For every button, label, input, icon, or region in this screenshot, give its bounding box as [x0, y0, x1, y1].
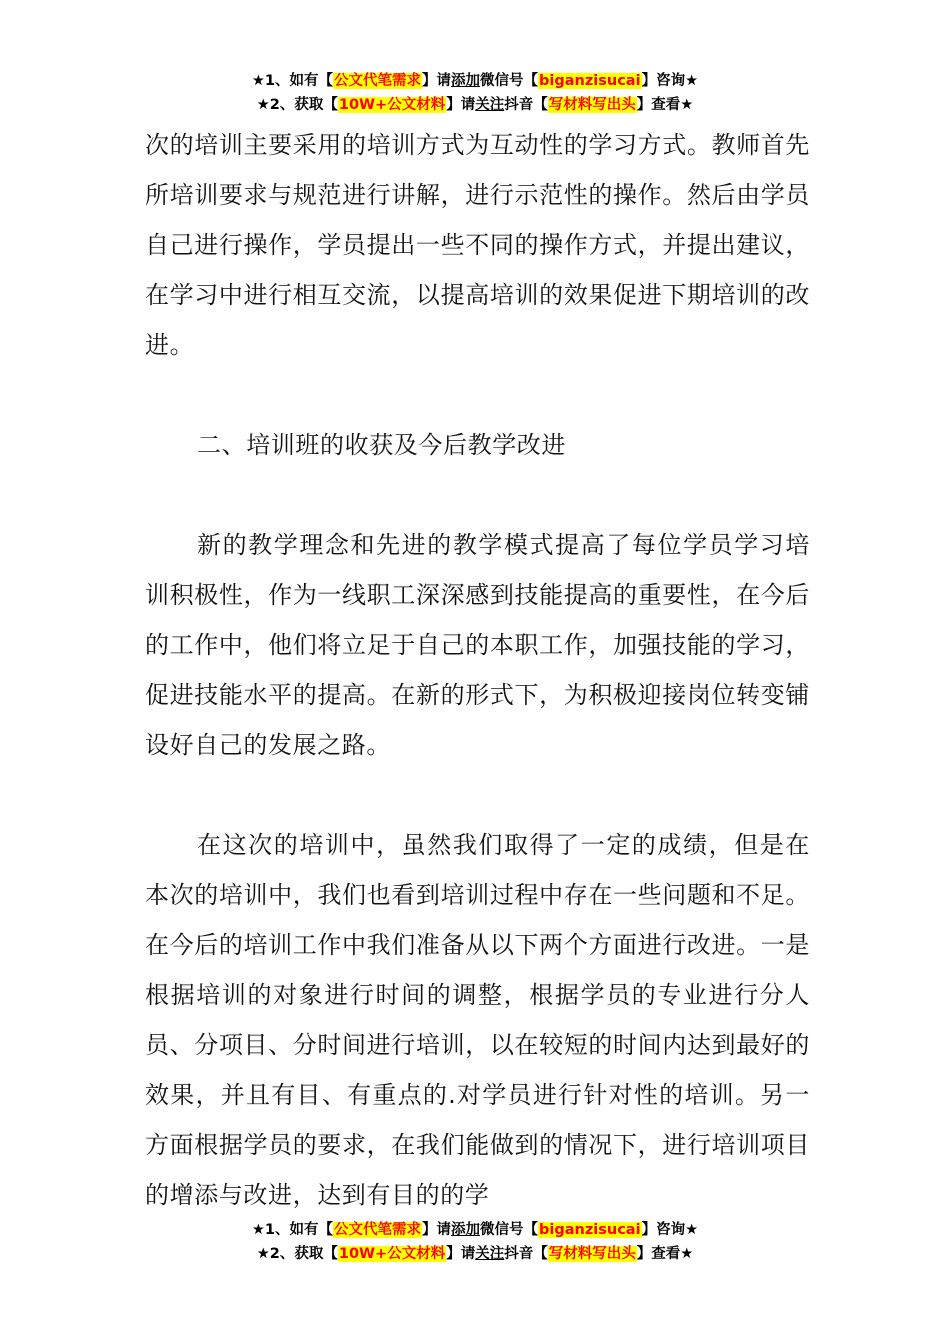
banner-text: 微信号【 — [480, 1222, 539, 1238]
banner-text: ★1、如有【 — [251, 73, 334, 89]
banner-highlight: 10W+公文材料 — [338, 1246, 446, 1262]
header-banner — [0, 69, 950, 117]
banner-highlight: 10W+公文材料 — [338, 97, 446, 113]
paragraph-gap — [145, 770, 810, 820]
paragraph-1: 次的培训主要采用的培训方式为互动性的学习方式。教师首先所培训要求与规范进行讲解，进行示范性的操作。然后由学员自己进行操作，学员提出一些不同的操作方式，并提出建议，在学习中进行相互交流，以提高培训的效果促进下期培训的改进。 — [145, 131, 810, 359]
banner-text: ★1、如有【 — [251, 1222, 334, 1238]
banner-text: ★2、获取【 — [256, 97, 338, 113]
banner-line-1 — [0, 69, 950, 93]
paragraph-gap — [145, 370, 810, 420]
banner-highlight: 公文代笔需求 — [334, 73, 422, 89]
banner-highlight: biganzisucai — [539, 73, 641, 89]
banner-text: 】请 — [422, 73, 452, 89]
banner-underline: 关注 — [475, 1246, 505, 1262]
footer-banner — [0, 1218, 950, 1266]
banner-underline: 添加 — [451, 1222, 481, 1238]
banner-text: 】请 — [446, 1246, 476, 1262]
banner-highlight: 写材料写出头 — [548, 1246, 636, 1262]
banner-text: 抖音【 — [504, 1246, 548, 1262]
banner-text: 】咨询★ — [641, 1222, 699, 1238]
document-body — [145, 120, 810, 1220]
banner-text: 】查看★ — [636, 97, 694, 113]
section-heading: 二、培训班的收获及今后教学改进 — [197, 431, 566, 459]
banner-underline: 添加 — [451, 73, 481, 89]
banner-line-2 — [0, 1242, 950, 1266]
paragraph-3: 在这次的培训中，虽然我们取得了一定的成绩，但是在本次的培训中，我们也看到培训过程中存在一些问题和不足。在今后的培训工作中我们准备从以下两个方面进行改进。一是根据培训的对象进行时间的调整，根据学员的专业进行分人员、分项目、分时间进行培训，以在较短的时间内达到最好的效果，并且有目、有重点的.对学员进行针对性的培训。另一方面根据学员的要求，在我们能做到的情况下，进行培训项目的增添与改进，达到有目的的学 — [145, 831, 810, 1209]
banner-text: ★2、获取【 — [256, 1246, 338, 1262]
paragraph-gap — [145, 470, 810, 520]
banner-text: 】查看★ — [636, 1246, 694, 1262]
banner-highlight: 公文代笔需求 — [334, 1222, 422, 1238]
banner-text: 】咨询★ — [641, 73, 699, 89]
paragraph-2: 新的教学理念和先进的教学模式提高了每位学员学习培训积极性，作为一线职工深深感到技能提高的重要性，在今后的工作中，他们将立足于自己的本职工作，加强技能的学习，促进技能水平的提高。在新的形式下，为积极迎接岗位转变铺设好自己的发展之路。 — [145, 531, 810, 759]
banner-highlight: biganzisucai — [539, 1222, 641, 1238]
banner-highlight: 写材料写出头 — [548, 97, 636, 113]
banner-text: 】请 — [446, 97, 476, 113]
banner-text: 微信号【 — [480, 73, 539, 89]
banner-text: 】请 — [422, 1222, 452, 1238]
banner-underline: 关注 — [475, 97, 505, 113]
banner-line-2 — [0, 93, 950, 117]
banner-text: 抖音【 — [504, 97, 548, 113]
banner-line-1 — [0, 1218, 950, 1242]
